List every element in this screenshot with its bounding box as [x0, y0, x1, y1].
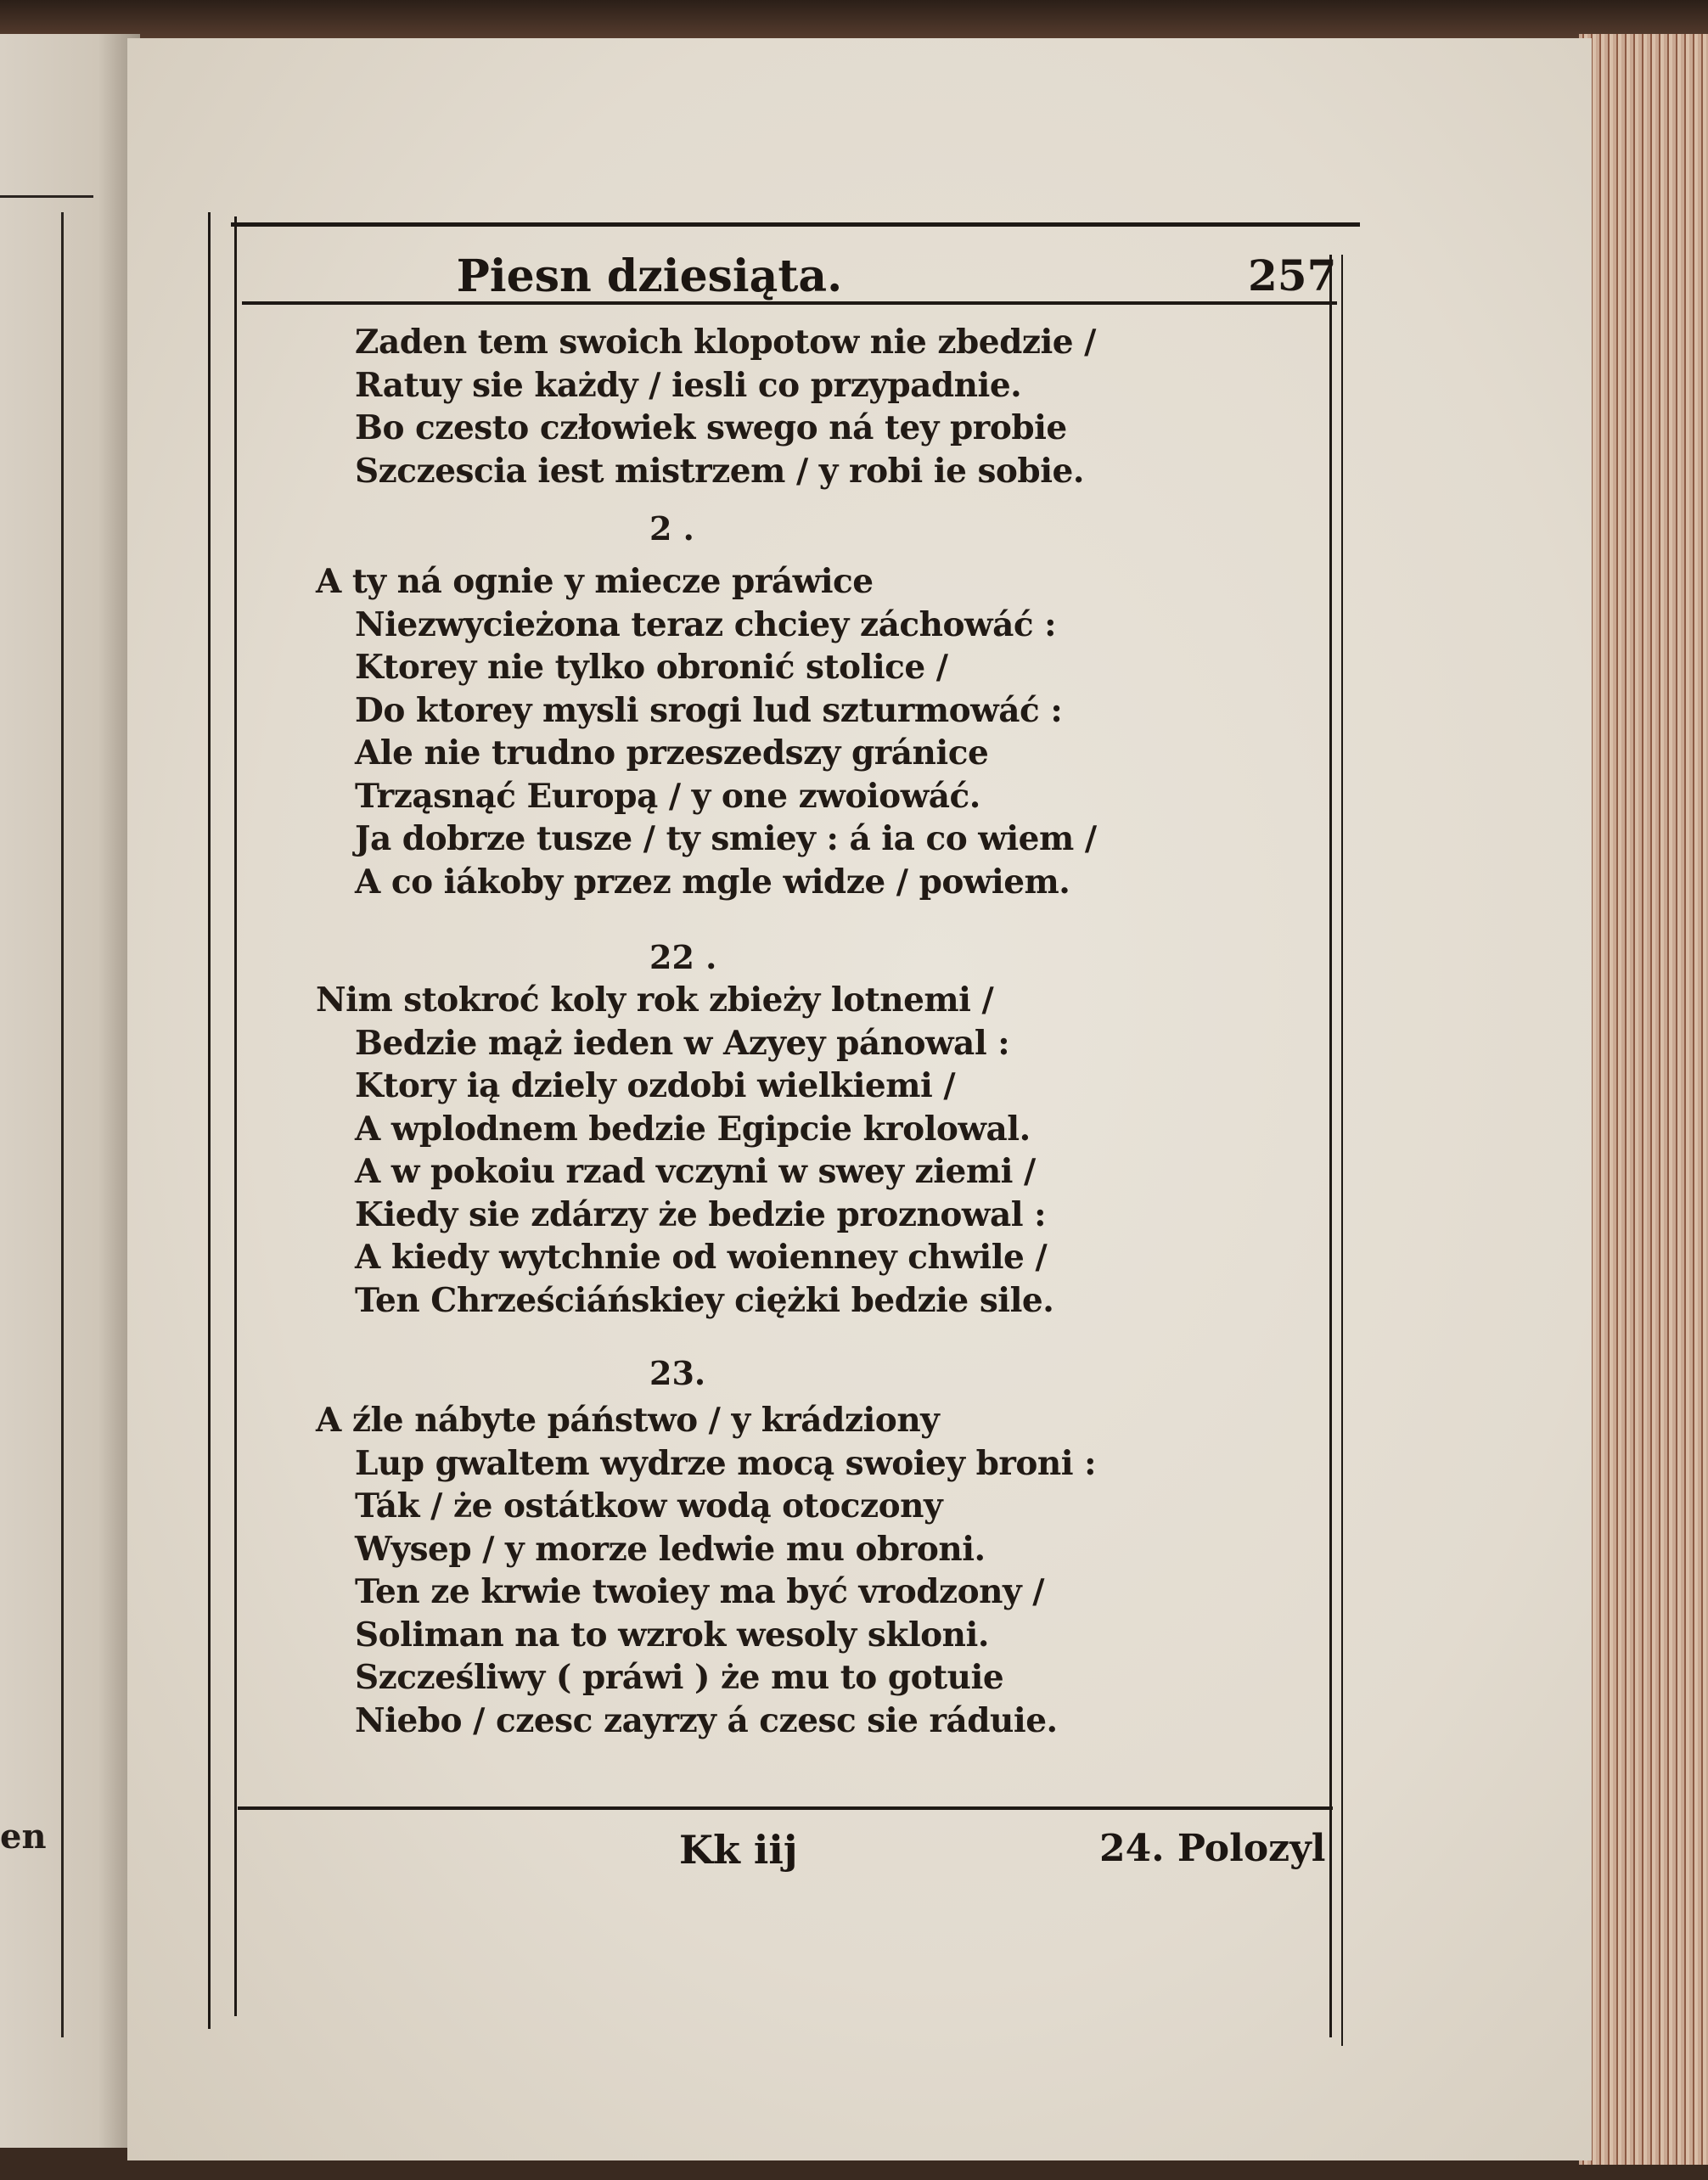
- verse-line: A ty ná ognie y miecze práwice: [316, 562, 874, 601]
- book-top-edge: [0, 0, 1708, 42]
- verse-line: Szczescia iest mistrzem / y robi ie sobie.: [355, 451, 1084, 491]
- verse-line: Lup gwaltem wydrze mocą swoiey broni :: [355, 1443, 1097, 1483]
- verse-line: Ták / że ostátkow wodą otoczony: [355, 1486, 943, 1525]
- left-page-top-rule: [0, 195, 93, 198]
- verse-line: Bo czesto człowiek swego ná tey probie: [355, 408, 1067, 447]
- verse-line: Zaden tem swoich klopotow nie zbedzie /: [355, 323, 1096, 362]
- stanza-number: 22 .: [649, 938, 717, 976]
- verse-line: Wysep / y morze ledwie mu obroni.: [355, 1529, 986, 1569]
- page-number: 257: [1248, 250, 1337, 301]
- top-rule: [231, 222, 1360, 227]
- verse-line: Do ktorey mysli srogi lud szturmowáć :: [355, 690, 1063, 730]
- bottom-rule: [238, 1806, 1333, 1810]
- left-page-frame-line: [61, 212, 64, 2037]
- verse-line: Ale nie trudno przeszedszy gránice: [355, 733, 989, 773]
- verse-line: Niebo / czesc zayrzy á czesc sie ráduie.: [355, 1700, 1058, 1740]
- signature-mark: Kk iij: [679, 1827, 798, 1873]
- left-frame-line-inner: [234, 216, 237, 2016]
- verse-line: A kiedy wytchnie od woienney chwile /: [355, 1238, 1048, 1277]
- verse-line: Ten Chrześciáńskiey ciężki bedzie sile.: [355, 1280, 1054, 1320]
- verse-line: Soliman na to wzrok wesoly skloni.: [355, 1615, 989, 1655]
- verse-line: A co iákoby przez mgle widze / powiem.: [355, 862, 1070, 902]
- verse-line: Ktorey nie tylko obronić stolice /: [355, 648, 948, 687]
- verse-line: A w pokoiu rzad vczyni w swey ziemi /: [355, 1152, 1036, 1191]
- verse-line: Niezwycieżona teraz chciey záchowáć :: [355, 604, 1057, 644]
- stanza-number: 23.: [649, 1354, 706, 1392]
- verse-line: Trząsnąć Europą / y one zwoiowáć.: [355, 776, 980, 816]
- verse-line: A źle nábyte páństwo / y krádziony: [316, 1401, 940, 1440]
- verse-line: Ja dobrze tusze / ty smiey : á ia co wiem /: [355, 819, 1097, 858]
- right-frame-line-outer: [1341, 255, 1343, 2046]
- verse-line: Bedzie mąż ieden w Azyey pánowal :: [355, 1023, 1010, 1063]
- verse-line: Ratuy sie każdy / iesli co przypadnie.: [355, 365, 1022, 405]
- left-frame-line-outer: [208, 212, 211, 2029]
- catchword: 24. Polozyl: [1099, 1827, 1326, 1870]
- page-edges: [1579, 34, 1708, 2165]
- verse-line: Ktory ią dziely ozdobi wielkiemi /: [355, 1066, 956, 1105]
- verse-line: A wplodnem bedzie Egipcie krolowal.: [355, 1109, 1031, 1149]
- verse-line: Kiedy sie zdárzy że bedzie proznowal :: [355, 1194, 1047, 1234]
- left-page-fragment: en: [0, 1817, 47, 1857]
- verse-line: Szcześliwy ( práwi ) że mu to gotuie: [355, 1658, 1004, 1697]
- verse-line: Nim stokroć koly rok zbieży lotnemi /: [316, 980, 994, 1020]
- stanza-number: 2 .: [649, 509, 694, 548]
- right-frame-line: [1329, 255, 1332, 2037]
- running-title: Piesn dziesiąta.: [456, 250, 843, 302]
- verse-line: Ten ze krwie twoiey ma być vrodzony /: [355, 1572, 1045, 1611]
